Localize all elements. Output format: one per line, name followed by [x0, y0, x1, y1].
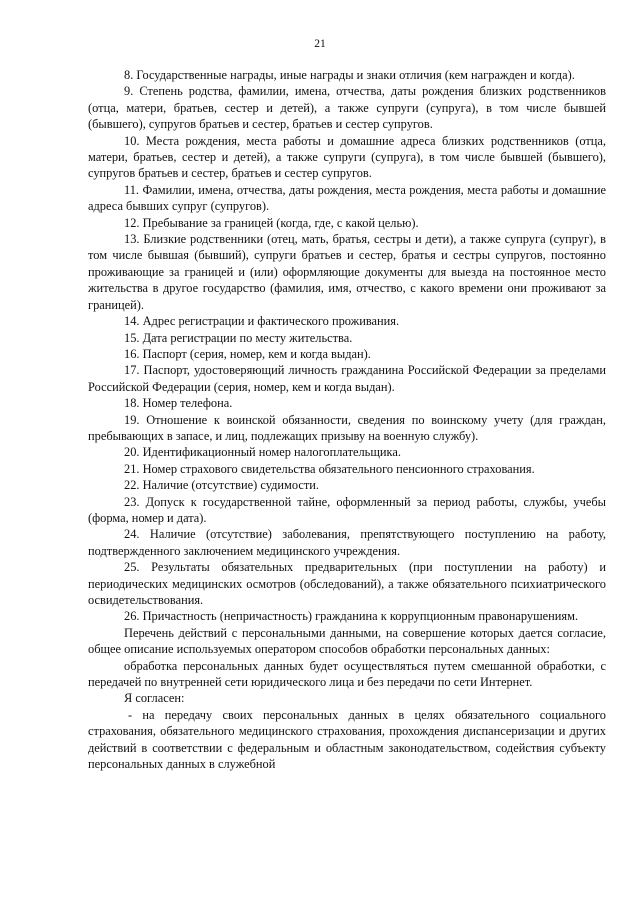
list-item-10: 10. Места рождения, места работы и домашние адреса близких родственников (отца, матери, братьев, сестер и детей), а также супруги (супруга), в том числе бывшей (бывшего), супругов братьев и сестер, братьев и сестер супругов. [88, 133, 606, 181]
list-item-25: 25. Результаты обязательных предварительных (при поступлении на работу) и периодических медицинских осмотров (обследований), а также обязательного психиатрического освидетельствования. [88, 560, 606, 607]
list-item-26: 26. Причастность (непричастность) гражданина к коррупционным правонарушениям. [124, 609, 579, 624]
list-item-14: 14. Адрес регистрации и фактического проживания. [124, 314, 400, 329]
list-item-18: 18. Номер телефона. [124, 396, 233, 411]
list-item-17: 17. Паспорт, удостоверяющий личность гражданина Российской Федерации за пределами Российской Федерации (серия, номер, кем и когда выдан). [88, 363, 606, 394]
document-body [88, 67, 606, 772]
list-item-11: 11. Фамилии, имена, отчества, даты рождения, места рождения, места работы и домашние адреса бывших супруг (супругов). [88, 182, 606, 214]
list-item-13: 13. Близкие родственники (отец, мать, братья, сестры и дети), а также супруга (супруг), в том числе бывшая (бывший), супруги братьев и сестер, братья и сестры супругов, постоянно проживающие за границей и (или) оформляющие документы для выезда на постоянное место жительства в другое государство (фамилия, имя, отчество, с какого времени они проживают за границей). [88, 232, 606, 312]
list-item-16: 16. Паспорт (серия, номер, кем и когда выдан). [124, 346, 371, 361]
list-item-21: 21. Номер страхового свидетельства обязательного пенсионного страхования. [124, 461, 535, 476]
list-item-19: 19. Отношение к воинской обязанности, сведения по воинскому учету (для граждан, пребывающих в запасе, и лиц, подлежащих призыву на военную службу). [88, 412, 606, 443]
list-item-12: 12. Пребывание за границей (когда, где, с какой целью). [124, 215, 419, 230]
list-item-8: 8. Государственные награды, иные награды и знаки отличия (кем награжден и когда). [124, 68, 575, 82]
list-item-23: 23. Допуск к государственной тайне, оформленный за период работы, службы, учебы (форма, номер и дата). [88, 494, 606, 525]
list-item-24: 24. Наличие (отсутствие) заболевания, препятствующего поступлению на работу, подтвержденного заключением медицинского учреждения. [88, 527, 606, 558]
list-item-15: 15. Дата регистрации по месту жительства. [124, 330, 353, 345]
list-item-22: 22. Наличие (отсутствие) судимости. [124, 478, 320, 493]
list-item-9: 9. Степень родства, фамилии, имена, отчества, даты рождения близких родственников (отца, матери, братьев, сестер и детей), а также супруги (супруга), в том числе бывшей (бывшего), супругов братьев и сестер, братьев и сестер супругов. [88, 84, 606, 132]
page-number: 21 [314, 38, 326, 50]
consent-item: - на передачу своих персональных данных в целях обязательного социального страхования, обязательного медицинского страхования, прохождения диспансеризации и других действий в соответствии с федеральным и областным законодательством, содействия субъекту персональных данных в служебной [88, 707, 606, 772]
list-item-20: 20. Идентификационный номер налогоплательщика. [124, 445, 401, 460]
processing-description: обработка персональных данных будет осуществляться путем смешанной обработки, с передачей по внутренней сети юридического лица и без передачи по сети Интернет. [88, 658, 606, 690]
actions-intro: Перечень действий с персональными данными, на совершение которых дается согласие, общее описание используемых оператором способов обработки персональных данных: [88, 625, 606, 657]
agree-label: Я согласен: [124, 691, 185, 706]
